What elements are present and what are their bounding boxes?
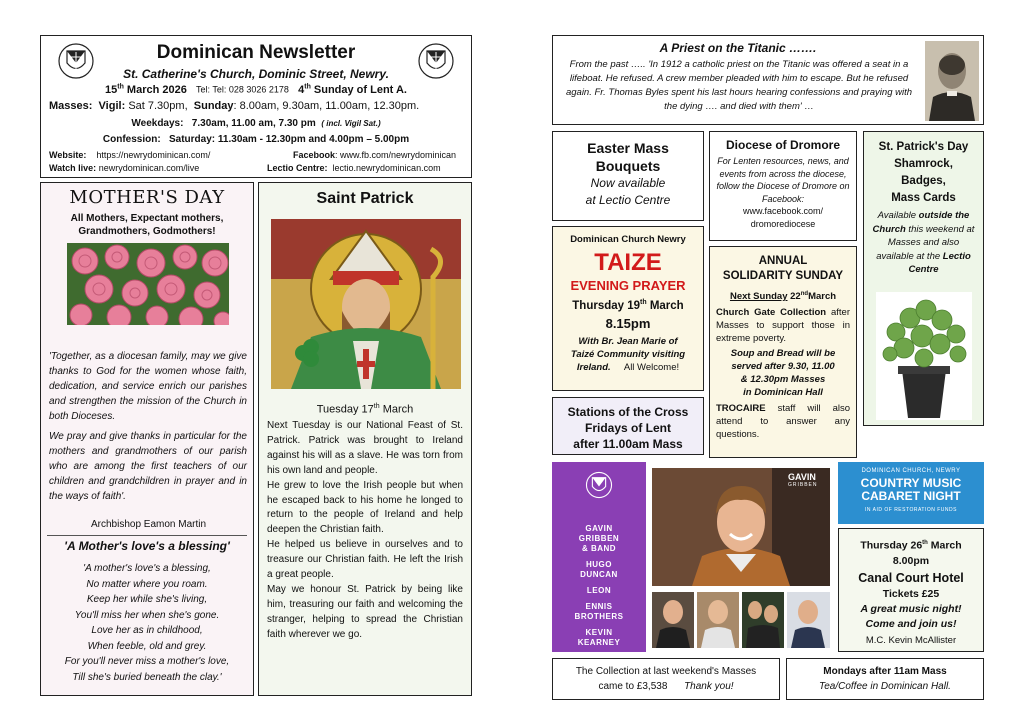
cabaret-date-suffix: th — [922, 540, 928, 546]
solidarity-title-1: ANNUAL — [758, 255, 808, 267]
solidarity-soup-2: served after 9.30, 11.00 — [731, 361, 835, 373]
facebook-link[interactable]: : www.fb.com/newrydominican — [335, 150, 457, 160]
poem-line: 'A mother's love's a blessing, — [83, 563, 211, 574]
masses-line — [49, 100, 419, 112]
saint-patrick-section — [258, 182, 472, 696]
taize-time: 8.15pm — [605, 315, 651, 331]
solidarity-next-suffix: nd — [800, 291, 809, 297]
photo-label-2: GRIBBEN — [788, 482, 818, 488]
taize-with-2: Taizé Community visiting — [570, 348, 686, 360]
saint-patrick-date — [259, 403, 471, 416]
solidarity-trocaire — [716, 402, 850, 441]
confession-label: Confession: — [102, 134, 161, 145]
collection-line-1: The Collection at last weekend's Masses — [575, 666, 757, 677]
solidarity-trocaire-rest: staff will also attend to answer any questions. — [716, 403, 850, 441]
stp-note-2: this weekend at Masses and also available at the — [876, 223, 975, 262]
stp-note — [868, 209, 979, 277]
performers-list — [552, 524, 646, 648]
poem-title: 'A Mother's love's a blessing' — [64, 539, 230, 553]
sunday-name: Sunday of Lent A. — [310, 83, 407, 96]
date-line — [41, 83, 471, 96]
solidarity-title-2: SOLIDARITY SUNDAY — [722, 270, 844, 282]
taize-with-3: Ireland. — [576, 361, 611, 373]
lectio-link[interactable]: lectio.newrydominican.com — [332, 163, 441, 173]
lectio-label: Lectio Centre: — [267, 163, 328, 173]
sunday-times: : 8.00am, 9.30am, 11.00am, 12.30pm. — [233, 100, 420, 112]
watch-line — [49, 163, 199, 173]
stp-note-bold-2: Lectio Centre — [908, 250, 971, 275]
stp-line-1: St. Patrick's Day — [878, 141, 969, 153]
mothers-day-title: MOTHER'S DAY — [69, 187, 225, 208]
saint-patrick-para: May we honour St. Patrick by being like him, treasuring our faith and welcoming the stranger, helping to spread the Christian faith wherever we go. — [267, 583, 463, 640]
masses-label: Masses: — [49, 100, 93, 112]
solidarity-next-label: Next Sunday — [729, 291, 788, 303]
easter-bouquets-section — [552, 131, 704, 221]
photo-label-1: GAVIN — [788, 472, 816, 482]
dromore-text: For Lenten resources, news, and events from across the diocese, follow the Diocese of Dromore on Facebook: — [716, 156, 850, 204]
banner-line-2: CABARET NIGHT — [861, 489, 961, 503]
poem-line: When feeble, old and grey. — [87, 640, 207, 652]
sunday-number: 4 — [298, 83, 305, 96]
mondays-line-2: Tea/Coffee in Dominican Hall. — [819, 681, 951, 692]
st-patricks-day-section — [863, 131, 984, 426]
collection-amount: came to £3,538 — [598, 681, 668, 692]
weekdays-times: 7.30am, 11.00 am, 7.30 pm — [191, 118, 316, 129]
cabaret-banner — [838, 462, 984, 524]
date-month: March 2026 — [123, 83, 187, 96]
titanic-title: A Priest on the Titanic ……. — [659, 41, 817, 55]
solidarity-collection — [716, 306, 850, 345]
stations-section — [552, 397, 704, 455]
weekdays-line — [41, 118, 471, 129]
taize-section — [552, 226, 704, 391]
performer-name: GAVIN — [585, 524, 613, 533]
easter-line-1: Easter Mass — [587, 140, 669, 156]
taize-title: TAIZE — [594, 249, 662, 276]
website-line — [49, 150, 210, 160]
mothers-day-subtitle-1: All Mothers, Expectant mothers, — [70, 213, 224, 224]
taize-org: Dominican Church Newry — [570, 234, 686, 245]
saint-patrick-para: He helped us believe in ourselves and to treasure our Christian faith. He left the Irish a great people. — [267, 539, 463, 581]
church-address: St. Catherine's Church, Dominic Street, Newry. — [123, 67, 389, 81]
lectio-line — [267, 163, 441, 173]
date-day: 15 — [105, 83, 118, 96]
facebook-line — [293, 150, 456, 160]
easter-line-4: at Lectio Centre — [585, 193, 671, 207]
taize-date-month: March — [646, 299, 684, 312]
cabaret-time: 8.00pm — [892, 554, 930, 567]
solidarity-soup-3: & 12.30pm Masses — [740, 374, 826, 386]
titanic-text: From the past ….. 'In 1912 a catholic priest on the Titanic was offered a seat in a lifeboat. He refused. A crew member pleaded with him to escape. But he refused again. Fr. Thomas Byles spent his last hours hearing confessions and praying with the dying …. and died with them' … — [565, 59, 913, 112]
performer-name: KEARNEY — [577, 638, 621, 647]
poem-line: Keep her while she's living, — [86, 594, 208, 605]
saint-patrick-stained-glass-image — [271, 219, 461, 389]
weekdays-label: Weekdays: — [131, 118, 184, 129]
divider — [47, 535, 247, 536]
stp-note-bold-1: outside the Church — [872, 210, 970, 235]
taize-last-line — [553, 361, 703, 374]
saint-patrick-para: He grew to love the Irish people but when he escaped back to his home he longed to return to the people of Ireland and help deepen the Christian faith. — [267, 479, 463, 536]
sunday-label: Sunday — [193, 100, 234, 112]
poem-line: Till she's buried beneath the clay.' — [72, 671, 222, 683]
cabaret-mc: M.C. Kevin McAllister — [865, 634, 957, 646]
solidarity-soup-4: in Dominican Hall — [743, 387, 823, 399]
performer-name: BROTHERS — [574, 612, 624, 621]
weekdays-note: ( incl. Vigil Sat.) — [321, 119, 381, 128]
saint-patrick-date-month: March — [379, 403, 414, 416]
stp-line-2: Shamrock, — [894, 158, 953, 170]
dominican-crest-icon — [585, 470, 613, 500]
poem-body — [41, 561, 253, 685]
solidarity-collection-rest: after Masses to support those in extreme poverty. — [716, 307, 850, 345]
saint-patrick-date-day: Tuesday 17 — [316, 403, 374, 416]
saint-patrick-body — [267, 419, 463, 643]
priest-portrait-image — [925, 41, 979, 121]
cabaret-venue: Canal Court Hotel — [858, 570, 964, 585]
easter-line-3: Now available — [590, 176, 666, 190]
facebook-label: Facebook — [293, 150, 336, 160]
taize-date — [553, 295, 703, 314]
vigil-label: Vigil: — [98, 100, 126, 112]
performer-name: HUGO — [586, 560, 612, 569]
collection-section — [552, 658, 780, 700]
cabaret-info-section — [838, 528, 984, 652]
watch-link[interactable]: newrydominican.com/live — [98, 163, 200, 173]
collection-thanks: Thank you! — [684, 681, 734, 692]
titanic-section — [552, 35, 984, 125]
mothers-day-subtitle-2: Grandmothers, Godmothers! — [78, 226, 216, 237]
collection-line-2-wrap — [553, 679, 779, 694]
mondays-section — [786, 658, 984, 700]
poem-line: No matter where you roam. — [86, 578, 208, 590]
performer-name: & BAND — [581, 544, 617, 553]
taize-date-suffix: th — [640, 299, 647, 306]
saint-patrick-para: Next Tuesday is our National Feast of St. Patrick. Patrick was brought to Ireland against his will as a slave. He was torn from his own land and people. — [267, 420, 463, 476]
performers-photos — [652, 592, 830, 648]
mothers-day-prayer-1: 'Together, as a diocesan family, may we give thanks to God for the women whose faith, dedication, and service enrich our parishes and strengthen the mission of the Church in both Dioceses. — [49, 351, 247, 422]
stations-line-2: Fridays of Lent — [584, 421, 671, 435]
performer-name: GRIBBEN — [578, 534, 620, 543]
performer-name: DUNCAN — [580, 570, 618, 579]
stp-note-1: Available — [877, 210, 919, 221]
date-suffix: th — [117, 83, 124, 90]
poem-line: Love her as in childhood, — [91, 625, 203, 636]
performer-name: LEON — [586, 586, 612, 595]
vigil-time: Sat 7.30pm, — [128, 100, 188, 112]
watch-label: Watch live: — [49, 163, 97, 173]
poem-line: For you'll never miss a mother's love, — [64, 656, 230, 667]
taize-welcome: All Welcome! — [623, 361, 680, 373]
saint-patrick-date-suffix: th — [373, 403, 380, 410]
easter-line-2: Bouquets — [595, 158, 661, 174]
solidarity-next-month: March — [808, 291, 837, 303]
cabaret-date-month: March — [927, 539, 962, 552]
solidarity-sunday-section — [709, 246, 857, 458]
saint-patrick-title: Saint Patrick — [316, 190, 414, 207]
solidarity-next-date: 22 — [787, 291, 801, 303]
taize-subtitle: EVENING PRAYER — [570, 278, 686, 293]
dromore-title: Diocese of Dromore — [725, 138, 841, 152]
solidarity-trocaire-bold: TROCAIRE — [716, 403, 766, 415]
mothers-day-section — [40, 182, 254, 696]
confession-line — [41, 134, 471, 145]
solidarity-collection-bold: Church Gate Collection — [716, 307, 827, 319]
taize-date-day: Thursday 19 — [572, 299, 641, 312]
sunday-suffix: th — [304, 83, 311, 90]
poem-line: You'll miss her when she's gone. — [74, 609, 220, 621]
solidarity-next — [710, 287, 856, 304]
dromore-url-1[interactable]: www.facebook.com/ — [742, 206, 824, 216]
website-link[interactable]: https://newrydominican.com/ — [96, 150, 211, 160]
mothers-day-prayer-2: We pray and give thanks in particular for the mothers and grandmothers of our parish who are among the first teachers of our children and grandchildren in prayer and in the ways of faith'. — [49, 431, 247, 502]
newsletter-title: Dominican Newsletter — [156, 42, 356, 63]
roses-image — [67, 243, 229, 325]
cabaret-tag-2: Come and join us! — [865, 617, 957, 630]
solidarity-soup-1: Soup and Bread will be — [730, 348, 836, 360]
dromore-url-2[interactable]: dromorediocese — [750, 218, 816, 229]
banner-bottom: IN AID OF RESTORATION FUNDS — [865, 507, 957, 513]
cabaret-date — [839, 536, 983, 554]
dromore-section — [709, 131, 857, 241]
banner-top: DOMINICAN CHURCH, NEWRY — [861, 468, 961, 474]
stations-line-1: Stations of the Cross — [567, 405, 689, 419]
cabaret-tag-1: A great music night! — [860, 602, 962, 615]
cabaret-date-day: Thursday 26 — [860, 539, 923, 552]
telephone: Tel: Tel: 028 3026 2178 — [196, 84, 289, 95]
performer-name: ENNIS — [585, 602, 613, 611]
mondays-line-1: Mondays after 11am Mass — [823, 666, 947, 677]
stations-line-3: after 11.00am Mass — [573, 437, 683, 451]
website-label: Website: — [49, 150, 87, 160]
stp-line-3: Badges, — [901, 175, 946, 187]
stp-line-4: Mass Cards — [891, 192, 956, 204]
shamrock-plant-image — [876, 292, 972, 420]
taize-with-1: With Br. Jean Marie of — [578, 335, 678, 347]
newsletter-header — [40, 35, 472, 178]
performers-panel — [552, 462, 646, 652]
cabaret-poster — [552, 462, 834, 652]
cabaret-tickets: Tickets £25 — [882, 587, 940, 600]
confession-times: Saturday: 11.30am - 12.30pm and 4.00pm – 5.00pm — [169, 134, 410, 145]
mothers-day-signature: Archbishop Eamon Martin — [91, 519, 207, 530]
banner-line-1: COUNTRY MUSIC — [860, 476, 962, 490]
performer-name: KEVIN — [585, 628, 613, 637]
